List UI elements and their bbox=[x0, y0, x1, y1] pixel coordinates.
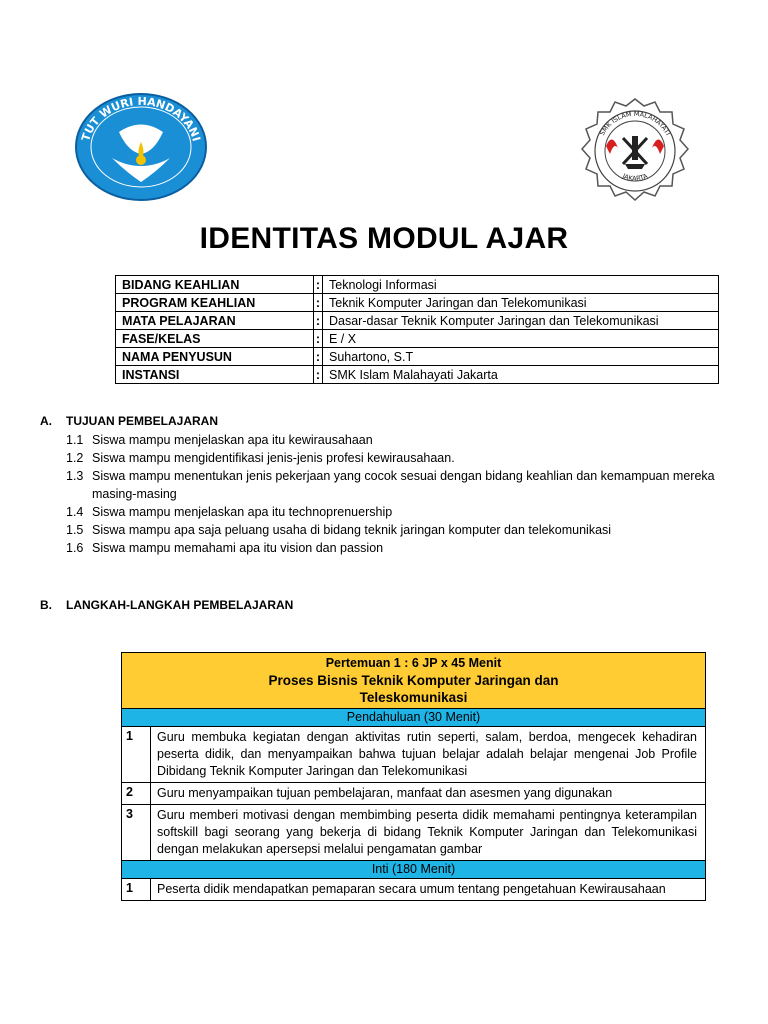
step-row bbox=[122, 783, 706, 805]
identity-key: BIDANG KEAHLIAN bbox=[116, 276, 314, 294]
identity-value: Teknologi Informasi bbox=[323, 276, 719, 294]
objective-item bbox=[66, 467, 738, 485]
svg-text:TUT WURI HANDAYANI: TUT WURI HANDAYANI bbox=[79, 94, 203, 143]
identity-table bbox=[115, 275, 719, 384]
objective-text-continued: masing-masing bbox=[92, 487, 177, 501]
objectives-list bbox=[66, 431, 738, 557]
step-row bbox=[122, 727, 706, 783]
objective-item bbox=[66, 449, 738, 467]
section-b-heading bbox=[40, 598, 293, 612]
step-number: 1 bbox=[122, 879, 151, 901]
identity-value: Teknik Komputer Jaringan dan Telekomunikasi bbox=[323, 294, 719, 312]
identity-colon: : bbox=[314, 330, 323, 348]
objective-number: 1.6 bbox=[66, 541, 84, 555]
section-b-letter: B. bbox=[40, 598, 52, 612]
identity-value: E / X bbox=[323, 330, 719, 348]
section-a-title: TUJUAN PEMBELAJARAN bbox=[66, 414, 219, 428]
step-text: Guru memberi motivasi dengan membimbing peserta didik memahami pentingnya keterampilan softskill bagi seorang yang bekerja di bidang Teknik Komputer Jaringan dan Telekomunikasi dengan melakukan apersepsi melalui pengamatan gambar bbox=[151, 805, 706, 861]
identity-value: SMK Islam Malahayati Jakarta bbox=[323, 366, 719, 384]
step-number: 2 bbox=[122, 783, 151, 805]
objective-number: 1.4 bbox=[66, 505, 84, 519]
identity-row bbox=[116, 276, 719, 294]
identity-key: MATA PELAJARAN bbox=[116, 312, 314, 330]
topic-line-1: Proses Bisnis Teknik Komputer Jaringan dan bbox=[268, 673, 559, 688]
section-a-heading bbox=[40, 414, 218, 428]
identity-row bbox=[116, 366, 719, 384]
objective-text: Siswa mampu menjelaskan apa itu technoprenuership bbox=[92, 505, 393, 519]
section-a-letter: A. bbox=[40, 414, 52, 428]
objective-number: 1.3 bbox=[66, 469, 84, 483]
identity-colon: : bbox=[314, 294, 323, 312]
identity-value: Dasar-dasar Teknik Komputer Jaringan dan Telekomunikasi bbox=[323, 312, 719, 330]
objective-text: Siswa mampu menjelaskan apa itu kewirausahaan bbox=[92, 433, 373, 447]
identity-colon: : bbox=[314, 348, 323, 366]
tut-wuri-handayani-logo bbox=[74, 92, 208, 202]
svg-text:SMK ISLAM MALAHAYATI: SMK ISLAM MALAHAYATI bbox=[598, 109, 672, 137]
objective-item bbox=[66, 431, 738, 449]
identity-key: NAMA PENYUSUN bbox=[116, 348, 314, 366]
identity-row bbox=[116, 312, 719, 330]
document-title: IDENTITAS MODUL AJAR bbox=[199, 222, 569, 255]
identity-key: INSTANSI bbox=[116, 366, 314, 384]
topic-line-2: Teleskomunikasi bbox=[359, 690, 468, 705]
identity-row bbox=[116, 294, 719, 312]
inti-header: Inti (180 Menit) bbox=[122, 861, 706, 879]
objective-item bbox=[66, 539, 738, 557]
learning-steps-table bbox=[121, 652, 706, 901]
svg-text:JAKARTA: JAKARTA bbox=[621, 171, 649, 183]
step-number: 1 bbox=[122, 727, 151, 783]
identity-colon: : bbox=[314, 366, 323, 384]
objective-text: Siswa mampu mengidentifikasi jenis-jenis profesi kewirausahaan. bbox=[92, 451, 455, 465]
identity-row bbox=[116, 348, 719, 366]
objective-item bbox=[66, 503, 738, 521]
step-number: 3 bbox=[122, 805, 151, 861]
identity-key: FASE/KELAS bbox=[116, 330, 314, 348]
identity-colon: : bbox=[314, 312, 323, 330]
objective-number: 1.1 bbox=[66, 433, 84, 447]
objective-item bbox=[66, 521, 738, 539]
smk-islam-malahayati-logo bbox=[578, 96, 692, 210]
objective-text: Siswa mampu memahami apa itu vision dan passion bbox=[92, 541, 384, 555]
step-text: Peserta didik mendapatkan pemaparan secara umum tentang pengetahuan Kewirausahaan bbox=[151, 879, 706, 901]
objective-text: Siswa mampu apa saja peluang usaha di bidang teknik jaringan komputer dan telekomunikasi bbox=[92, 523, 612, 537]
identity-value: Suhartono, S.T bbox=[323, 348, 719, 366]
meeting-label: Pertemuan 1 : 6 JP x 45 Menit bbox=[325, 656, 502, 670]
step-row bbox=[122, 805, 706, 861]
step-text: Guru menyampaikan tujuan pembelajaran, manfaat dan asesmen yang digunakan bbox=[151, 783, 706, 805]
objective-number: 1.2 bbox=[66, 451, 84, 465]
identity-key: PROGRAM KEAHLIAN bbox=[116, 294, 314, 312]
identity-colon: : bbox=[314, 276, 323, 294]
objective-text: Siswa mampu menentukan jenis pekerjaan yang cocok sesuai dengan bidang keahlian dan kemampuan mereka bbox=[92, 469, 715, 483]
step-row bbox=[122, 879, 706, 901]
pendahuluan-header: Pendahuluan (30 Menit) bbox=[122, 709, 706, 727]
step-text: Guru membuka kegiatan dengan aktivitas rutin seperti, salam, berdoa, mengecek kehadiran peserta didik, dan menyampaikan bahwa tujuan belajar adalah belajar mengenai Job Profile Dibidang Teknik Komputer Jaringan dan Telekomunikasi bbox=[151, 727, 706, 783]
objective-number: 1.5 bbox=[66, 523, 84, 537]
identity-row bbox=[116, 330, 719, 348]
section-b-title: LANGKAH-LANGKAH PEMBELAJARAN bbox=[66, 598, 294, 612]
meeting-header bbox=[122, 653, 706, 709]
